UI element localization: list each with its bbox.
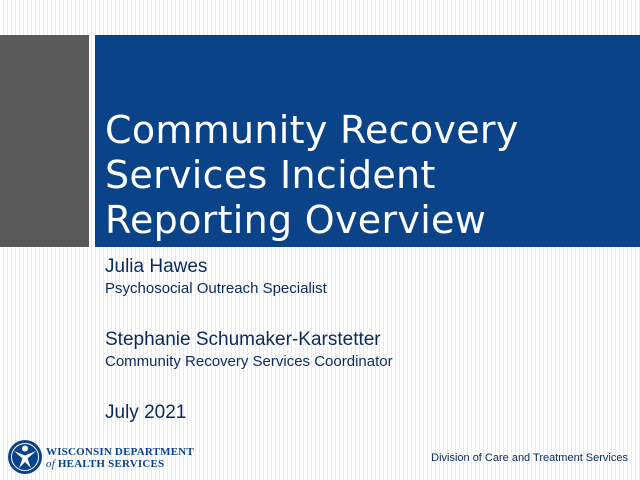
logo-line-2-rest: HEALTH SERVICES: [54, 458, 165, 470]
agency-logo-text: [46, 446, 194, 470]
presentation-date: July 2021: [105, 402, 187, 423]
logo-of: of: [46, 458, 55, 470]
decorative-gray-block: [0, 35, 89, 247]
footer-division: Division of Care and Treatment Services: [431, 452, 628, 464]
presenter-1-name: Julia Hawes: [105, 256, 208, 277]
wisconsin-dhs-emblem-icon: [7, 439, 43, 475]
logo-line-2: [46, 458, 194, 470]
slide-title: Community Recovery Services Incident Reporting Overview: [105, 108, 519, 242]
presenter-1-role: Psychosocial Outreach Specialist: [105, 280, 327, 297]
presenter-2-role: Community Recovery Services Coordinator: [105, 353, 393, 370]
presenter-2-name: Stephanie Schumaker-Karstetter: [105, 329, 381, 350]
logo-line-1: WISCONSIN DEPARTMENT: [46, 446, 194, 458]
